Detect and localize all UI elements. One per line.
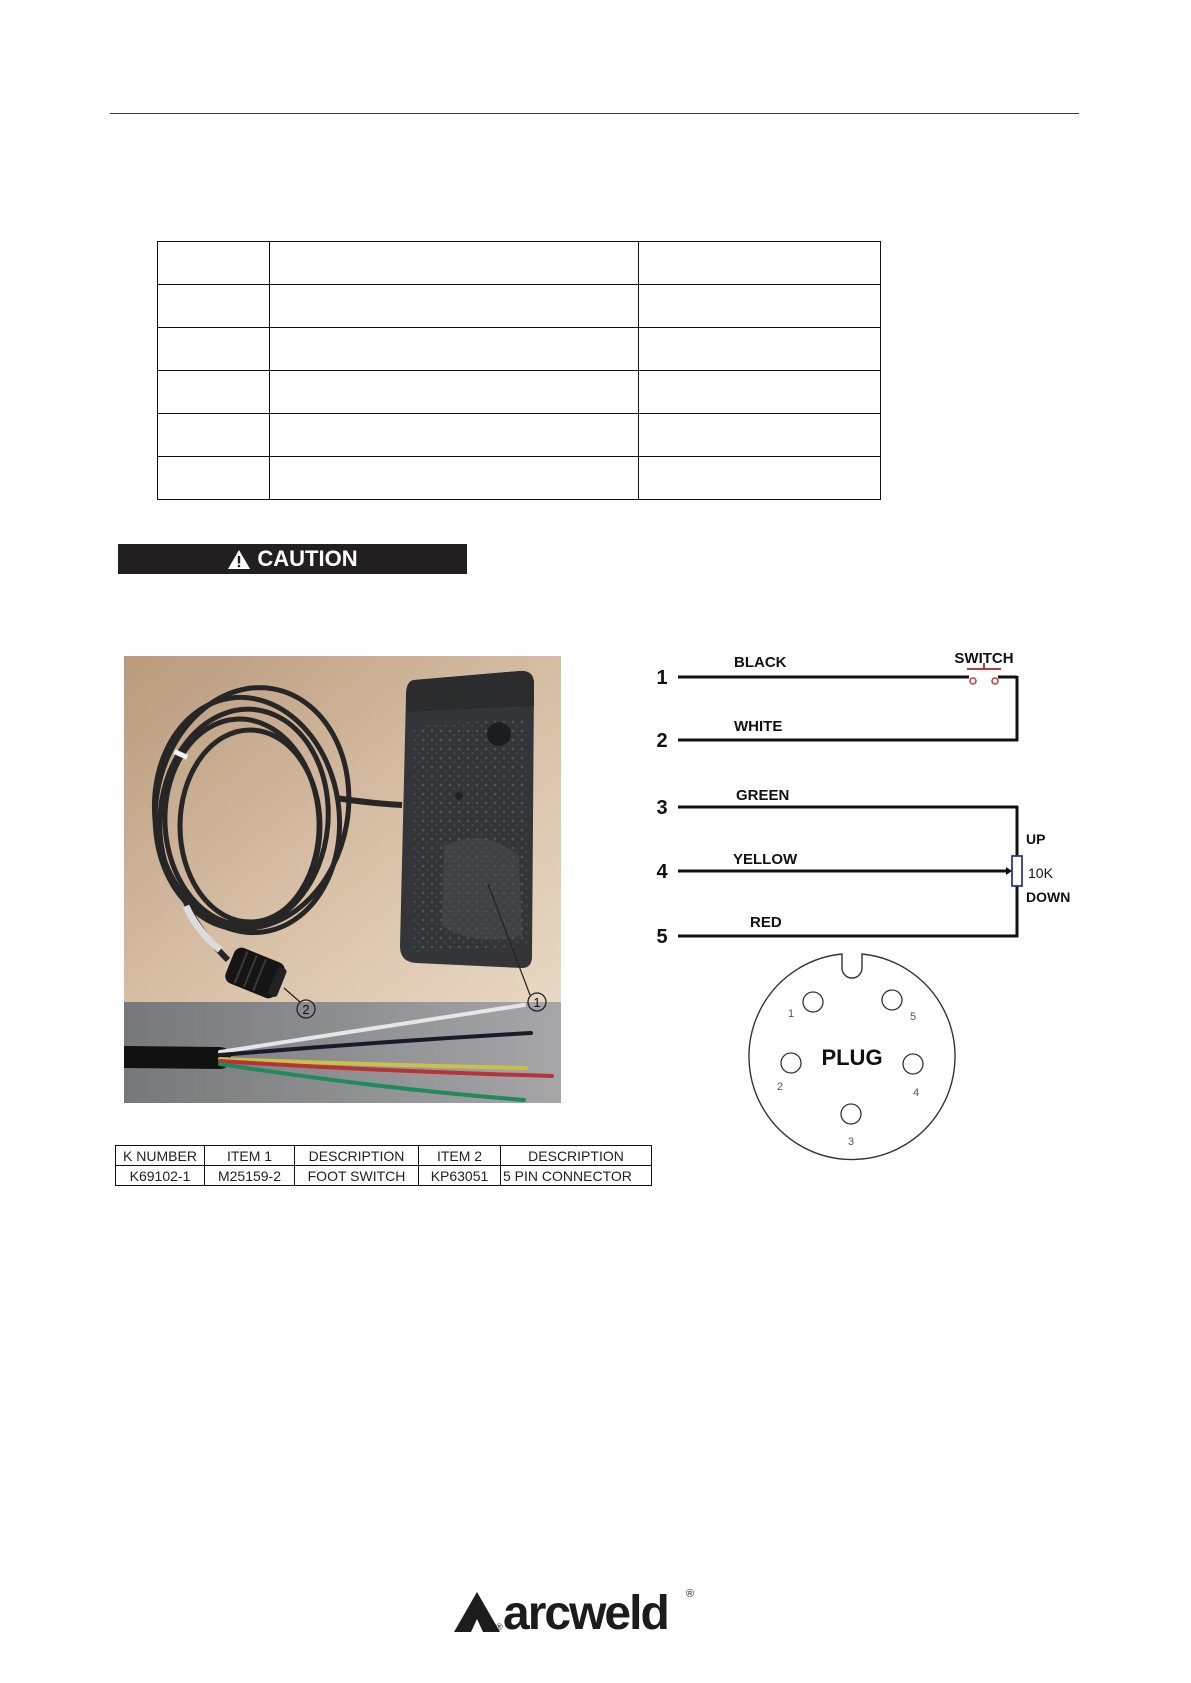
table-cell: [639, 457, 881, 500]
table-row: [158, 414, 881, 457]
plug-pin-number-5: 5: [909, 1011, 917, 1023]
description-1-cell: FOOT SWITCH: [295, 1166, 419, 1186]
header-item-1: ITEM 1: [205, 1146, 295, 1166]
plug-pin-number-4: 4: [912, 1087, 920, 1099]
table-cell: [270, 414, 639, 457]
warning-icon: [227, 549, 251, 570]
table-cell: [158, 328, 270, 371]
item-1-cell: M25159-2: [205, 1166, 295, 1186]
item-2-cell: KP63051: [419, 1166, 501, 1186]
table-cell: [158, 414, 270, 457]
table-cell: [158, 242, 270, 285]
wire-number-2: 2: [656, 730, 668, 752]
pot-down-label: DOWN: [1026, 889, 1071, 905]
plug-pin-number-2: 2: [776, 1081, 784, 1093]
pot-value-label: 10K: [1028, 865, 1053, 881]
table-cell: [639, 371, 881, 414]
spec-table: [157, 241, 881, 500]
arcweld-logo-icon: [454, 1592, 500, 1632]
switch-label: SWITCH: [954, 650, 1014, 667]
table-row: [158, 328, 881, 371]
caution-banner: [118, 544, 467, 574]
table-cell: [270, 242, 639, 285]
callout-1: 1: [533, 995, 541, 1010]
logo-wordmark: arcweld: [503, 1587, 668, 1640]
potentiometer-symbol: [1012, 856, 1022, 886]
table-cell: [639, 285, 881, 328]
logo-registered-mark: ®: [496, 1622, 503, 1632]
plug-label: PLUG: [821, 1045, 883, 1070]
plug-pin-hole: [903, 1054, 923, 1074]
wiring-diagram: [640, 630, 1100, 1170]
plug-pin-hole: [803, 992, 823, 1012]
wire-number-1: 1: [656, 667, 668, 689]
wire-label-red: RED: [750, 914, 782, 931]
table-cell: [270, 328, 639, 371]
logo-registered-mark: ®: [686, 1588, 695, 1600]
header-item-2: ITEM 2: [419, 1146, 501, 1166]
table-cell: [639, 414, 881, 457]
description-2-cell: 5 PIN CONNECTOR: [501, 1166, 652, 1186]
wiper-arrow-icon: [1006, 867, 1012, 875]
plug-pin-hole: [781, 1053, 801, 1073]
table-cell: [158, 457, 270, 500]
wire-number-4: 4: [656, 861, 668, 883]
table-cell: [158, 371, 270, 414]
table-row: [158, 371, 881, 414]
table-header-row: [116, 1146, 652, 1166]
wire-label-yellow: YELLOW: [733, 851, 798, 868]
pot-up-label: UP: [1026, 831, 1046, 847]
table-cell: [270, 457, 639, 500]
plug-pin-number-3: 3: [847, 1136, 855, 1148]
caution-label: CAUTION: [257, 546, 358, 571]
table-cell: [158, 285, 270, 328]
plug-pin-hole: [841, 1104, 861, 1124]
plug-pin-hole: [882, 990, 902, 1010]
k-number-cell: K69102-1: [116, 1166, 205, 1186]
foot-pedal: [400, 671, 534, 968]
header-rule: [110, 113, 1079, 114]
table-row: [116, 1166, 652, 1186]
wire-number-3: 3: [656, 797, 668, 819]
foot-switch-photo: [124, 656, 561, 1103]
table-cell: [270, 285, 639, 328]
callout-2: 2: [302, 1002, 310, 1017]
header-k-number: K NUMBER: [116, 1146, 205, 1166]
table-cell: [270, 371, 639, 414]
header-description-1: DESCRIPTION: [295, 1146, 419, 1166]
header-description-2: DESCRIPTION: [501, 1146, 652, 1166]
table-row: [158, 285, 881, 328]
parts-table: [115, 1145, 652, 1186]
table-cell: [639, 242, 881, 285]
table-row: [158, 242, 881, 285]
wire-label-black: BLACK: [734, 654, 787, 671]
wire-number-5: 5: [656, 926, 668, 948]
circuit-lines: [678, 676, 1018, 937]
plug-pin-number-1: 1: [787, 1008, 795, 1020]
wire-label-green: GREEN: [736, 787, 790, 804]
table-cell: [639, 328, 881, 371]
table-row: [158, 457, 881, 500]
wire-label-white: WHITE: [734, 718, 783, 735]
